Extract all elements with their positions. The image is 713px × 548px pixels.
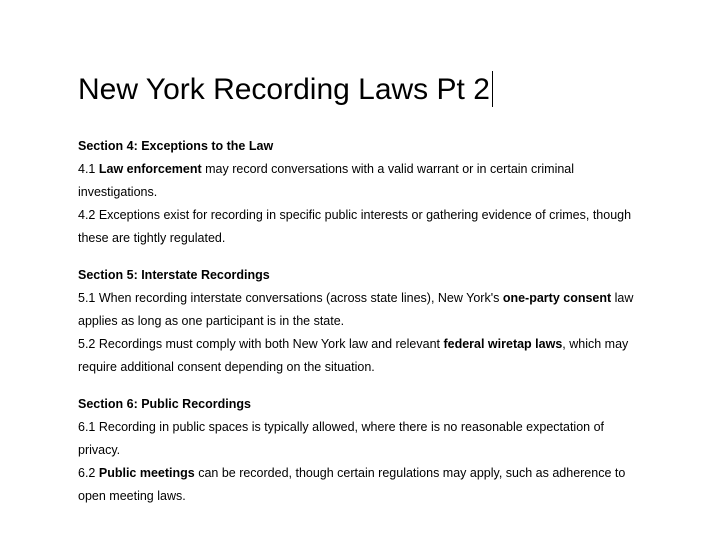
section-4 [78, 135, 648, 250]
paragraph-4-2 [78, 204, 648, 250]
section-5 [78, 264, 648, 379]
document-body[interactable] [78, 135, 648, 522]
section-6 [78, 393, 648, 508]
paragraph-run: law applies as long as one participant is in the state. [78, 291, 634, 328]
text-cursor [492, 71, 493, 107]
bold-run: Public meetings [98, 466, 195, 480]
paragraph-4-1 [78, 158, 648, 204]
document-title[interactable]: New York Recording Laws Pt 2 [78, 73, 490, 106]
section-heading: Section 4: Exceptions to the Law [78, 139, 274, 153]
paragraph-run: 5.1 When recording interstate conversations (across state lines), New York's [78, 291, 503, 305]
paragraph-5-1 [78, 287, 648, 333]
paragraph-run: 6.2 [78, 466, 99, 480]
bold-run: Law enforcement [98, 162, 202, 176]
paragraph-run: 5.2 Recordings must comply with both New York law and relevant [78, 337, 444, 351]
section-heading: Section 5: Interstate Recordings [78, 268, 270, 282]
paragraph-run: can be recorded, though certain regulations may apply, such as adherence to open meeting laws. [78, 466, 626, 503]
paragraph-6-1 [78, 416, 648, 462]
paragraph-run: , which may require additional consent depending on the situation. [78, 337, 629, 374]
paragraph-6-2 [78, 462, 648, 508]
bold-run: federal wiretap laws [443, 337, 563, 351]
paragraph-run: 6.1 Recording in public spaces is typically allowed, where there is no reasonable expectation of privacy. [78, 420, 604, 457]
bold-run: one-party consent [502, 291, 612, 305]
paragraph-5-2 [78, 333, 648, 379]
paragraph-run: 4.2 Exceptions exist for recording in specific public interests or gathering evidence of crimes, though these are tightly regulated. [78, 208, 632, 245]
paragraph-run: 4.1 [78, 162, 99, 176]
paragraph-run: may record conversations with a valid warrant or in certain criminal investigations. [78, 162, 575, 199]
document-title-line[interactable] [78, 70, 493, 110]
section-heading: Section 6: Public Recordings [78, 397, 251, 411]
